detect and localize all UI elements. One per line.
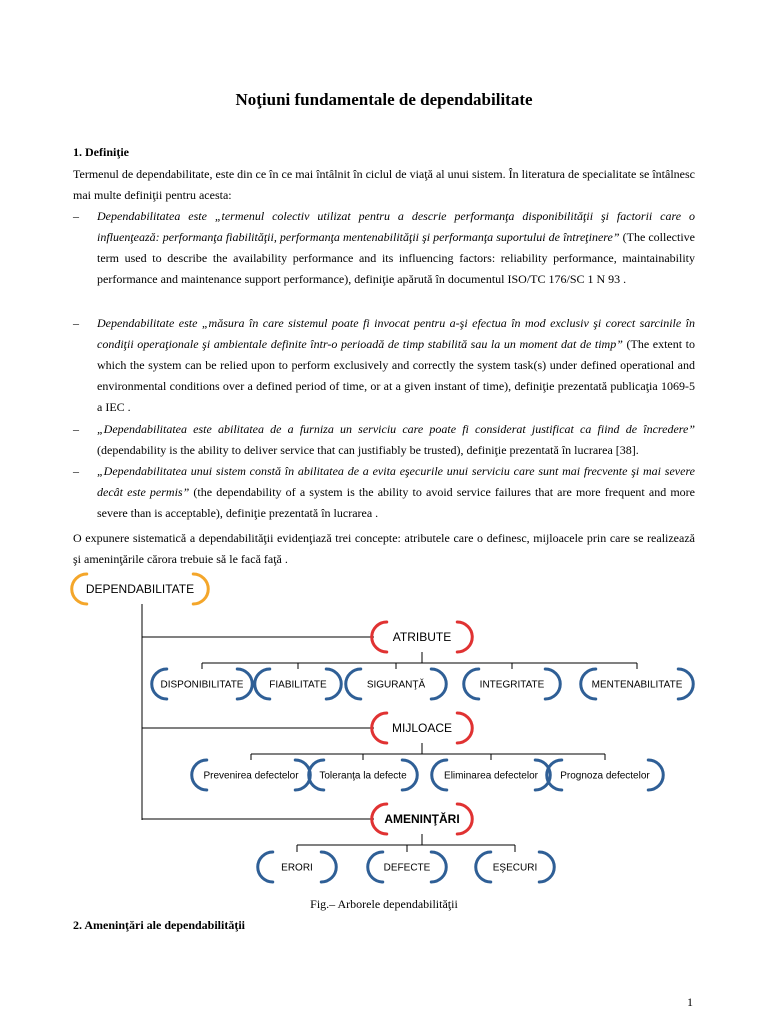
bullet-2-text: (The extent to which the system can be relied upon to perform exclusively and correctly the system task(s) under defined operational and environmental conditions over a defined period of time, or at a given instant of time), definiţie prezentată publicaţia 1069-5 a IEC . <box>97 337 695 414</box>
child-node-label: EŞECURI <box>492 862 538 874</box>
child-node-label: Toleranţa la defecte <box>319 770 407 782</box>
root-node-label: DEPENDABILITATE <box>85 582 195 597</box>
bracket-left <box>372 622 387 652</box>
bullet-dash: – <box>73 316 79 330</box>
child-node-label: Prognoza defectelor <box>560 770 650 782</box>
child-node-label: SIGURANŢĂ <box>366 679 426 691</box>
child-node-label: FIABILITATE <box>269 679 327 691</box>
bullet-4-quote: „Dependabilitatea unui sistem constă în abilitatea de a evita eşecurile unui serviciu care sunt mai frecvente şi mai severe decât este permis” <box>97 464 695 499</box>
summary-paragraph: O expunere sistematică a dependabilităţii evidenţiază trei concepte: atributele care o definesc, mijloacele prin care se realizează şi ameninţările cărora trebuie să le facă faţă . <box>73 531 695 566</box>
bracket-right <box>648 760 663 790</box>
bracket-left <box>346 669 361 699</box>
child-node-label: ERORI <box>281 862 313 874</box>
bullet-1-quote: Dependabilitatea este „termenul colectiv utilizat pentru a descrie performanţa disponibilităţii şi factorii care o influenţează: performanţa fiabilităţii, performanţa mentenabilităţii şi performanţa suportului de întreţinere” <box>97 209 695 244</box>
bullet-dash: – <box>73 209 79 223</box>
bracket-right <box>457 713 472 743</box>
child-node-label: DEFECTE <box>383 862 431 874</box>
bracket-right <box>539 852 554 882</box>
bullet-2 <box>73 313 695 418</box>
dependability-tree-diagram <box>0 570 768 890</box>
bracket-right <box>431 852 446 882</box>
bracket-left <box>258 852 273 882</box>
child-node-label: MENTENABILITATE <box>591 679 683 691</box>
bullet-1-text: (The collective term used to describe the availability performance and its influencing factors: reliability performance, maintainability performance and maintenance support performance), definiţie apărută în documentul ISO/TC 176/SC 1 N 93 . <box>97 230 695 286</box>
figure-caption: Fig.– Arborele dependabilităţii <box>310 897 458 911</box>
bracket-left <box>476 852 491 882</box>
child-node-label: DISPONIBILITATE <box>160 679 244 691</box>
page-title: Noţiuni fundamentale de dependabilitate <box>235 90 533 109</box>
bullet-dash: – <box>73 464 79 478</box>
bracket-right <box>545 669 560 699</box>
bullet-dash: – <box>73 422 79 436</box>
bracket-left <box>255 669 270 699</box>
bullet-1 <box>73 206 695 290</box>
child-node-label: Prevenirea defectelor <box>203 770 299 782</box>
section-heading-definitie: 1. Definiţie <box>73 145 129 159</box>
group-node-label: ATRIBUTE <box>392 630 452 645</box>
bracket-left <box>372 713 387 743</box>
bullet-4 <box>73 461 695 524</box>
child-node-label: Eliminarea defectelor <box>444 770 538 782</box>
bracket-right <box>193 574 208 604</box>
bracket-right <box>457 622 472 652</box>
group-node-label: AMENINŢĂRI <box>384 812 460 827</box>
bullet-4-text: (the dependability of a system is the ability to avoid service failures that are more frequent and more severe than is acceptable), definiţie prezentată în lucrarea . <box>97 485 696 520</box>
group-node-label: MIJLOACE <box>391 721 453 736</box>
bracket-left <box>368 852 383 882</box>
bracket-left <box>72 574 87 604</box>
section-heading-amenintari: 2. Ameninţări ale dependabilităţii <box>73 918 246 932</box>
bracket-right <box>326 669 341 699</box>
intro-paragraph: Termenul de dependabilitate, este din ce în ce mai întâlnit în ciclul de viaţă al unui sistem. În literatura de specialitate se întâlnesc mai multe definiţii pentru acesta: <box>73 167 695 202</box>
bullet-2-quote: Dependabilitate este „măsura în care sistemul poate fi invocat pentru a-şi efectua în mod exclusiv şi corect sarcinile în condiţii operaţionale şi ambientale definite într-o perioadă de timp stabilită sau la un moment dat de timp” <box>97 316 695 351</box>
bullet-3-text: (dependability is the ability to deliver service that can justifiably be trusted), definiţie prezentată în lucrarea [38]. <box>97 443 639 457</box>
page-number: 1 <box>687 995 693 1009</box>
child-node-label: INTEGRITATE <box>479 679 545 691</box>
bullet-3-quote: „Dependabilitatea este abilitatea de a furniza un serviciu care poate fi considerat justificat ca fiind de încredere” <box>97 422 695 436</box>
bracket-right <box>431 669 446 699</box>
bullet-3 <box>73 419 695 461</box>
bracket-left <box>464 669 479 699</box>
bracket-right <box>321 852 336 882</box>
